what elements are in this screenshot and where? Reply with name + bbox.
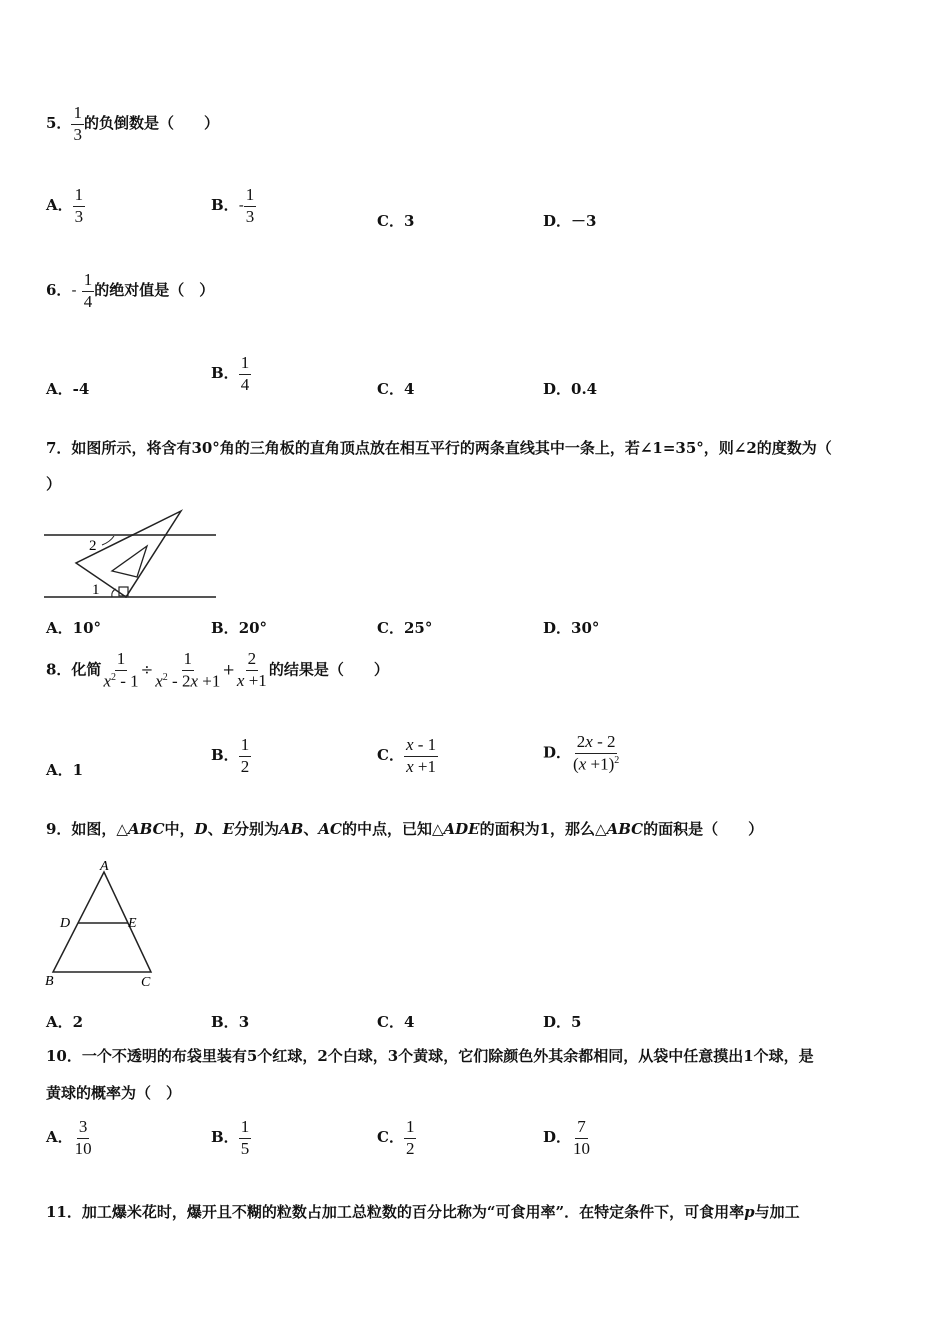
plus-operator: + [222,660,235,679]
fraction: $\frac{1}{3}$ [73,103,82,144]
fraction-1: $\frac{1}{x^2 - 1}$ [103,649,139,691]
question-stem: 的绝对值是（ ） [94,281,215,300]
label-c: C [141,975,151,990]
angle-2-arc [102,536,114,545]
divide-operator: ÷ [140,660,154,679]
option-d[interactable]: D．30° [543,619,600,637]
option-b[interactable]: B．3 [211,1013,250,1031]
option-c[interactable]: C．4 [377,380,415,398]
fraction: $\frac{3}{10}$ [74,1117,92,1158]
option-a[interactable]: A． $\frac{3}{10}$ [46,1117,92,1158]
option-c[interactable]: C．3 [377,212,415,230]
question-8 [46,650,389,691]
option-d[interactable]: D． $\frac{7}{10}$ [543,1117,591,1158]
option-a[interactable]: A．1 [46,761,84,779]
option-b[interactable]: B． $\frac{1}{2}$ [211,735,250,776]
question-stem: 的负倒数是（ ） [83,114,219,133]
option-c[interactable]: C． $\frac{1}{2}$ [377,1117,415,1158]
option-c[interactable]: C． $\frac{x - 1}{x +1}$ [377,735,437,776]
option-b[interactable]: B．- $\frac{1}{3}$ [211,185,255,226]
option-c[interactable]: C．25° [377,619,433,637]
option-d[interactable]: D． $\frac{2x - 2}{(x +1)^2}$ [543,732,620,774]
angle-2-label: 2 [89,538,97,554]
option-a[interactable]: A．2 [46,1013,84,1031]
question-11: 11．加工爆米花时，爆开且不糊的粒数占加工总粒数的百分比称为“可食用率”．在特定条件下，可食用率p与加工 [46,1203,800,1221]
fraction: $\frac{2x - 2}{(x +1)^2}$ [573,732,620,774]
label-b: B [45,974,54,989]
fraction: $\frac{1}{3}$ [74,185,84,226]
option-d[interactable]: D．0.4 [543,380,598,398]
label-a: A [100,859,109,874]
option-a[interactable]: A．10° [46,619,102,637]
fraction-3: $\frac{2}{x +1}$ [236,649,267,691]
fraction: $\frac{x - 1}{x +1}$ [405,735,437,776]
fraction: $\frac{1}{5}$ [240,1117,250,1158]
question-number: 8．化简 [46,660,102,679]
option-a[interactable]: A．-4 [46,380,90,398]
option-d[interactable]: D．－3 [543,212,597,230]
figure-triangle-parallel-lines [44,508,218,602]
fraction: $\frac{1}{3}$ [245,185,255,226]
option-d[interactable]: D．5 [543,1013,582,1031]
fraction: $\frac{1}{2}$ [240,735,250,776]
option-b[interactable]: B． $\frac{1}{5}$ [211,1117,250,1158]
question-7-line-2: ） [46,475,62,493]
fraction-2: $\frac{1}{x^2 - 2x +1}$ [155,649,221,691]
question-number: 5． [46,114,72,133]
figure-triangle-abc [40,856,160,992]
label-d: D [60,916,71,931]
question-6: 6．- $\frac{1}{4}$ 的绝对值是（ ） [46,270,215,311]
option-b[interactable]: B． $\frac{1}{4}$ [211,353,250,394]
question-9: 9．如图，△ABC中，D、E分别为AB、AC的中点，已知△ADE的面积为1，那么△ABC的面积是（ ） [46,820,764,838]
fraction: $\frac{1}{4}$ [83,270,93,311]
fraction: $\frac{1}{4}$ [240,353,250,394]
fraction: $\frac{7}{10}$ [573,1117,591,1158]
question-stem: 的结果是（ ） [268,660,389,679]
angle-1-label: 1 [92,582,100,598]
question-5 [46,104,219,144]
question-10-line-1: 10．一个不透明的布袋里装有5个红球，2个白球，3个黄球，它们除颜色外其余都相同，从袋中任意摸出1个球，是 [46,1047,814,1065]
option-a[interactable]: A． $\frac{1}{3}$ [46,185,84,226]
option-c[interactable]: C．4 [377,1013,415,1031]
question-10-line-2: 黄球的概率为（ ） [46,1084,182,1102]
label-e: E [128,916,137,931]
fraction: $\frac{1}{2}$ [405,1117,415,1158]
question-7-line-1: 7．如图所示，将含有30°角的三角板的直角顶点放在相互平行的两条直线其中一条上，若∠1=35°，则∠2的度数为（ [46,439,832,457]
question-number: 6． [46,281,72,300]
option-b[interactable]: B．20° [211,619,268,637]
